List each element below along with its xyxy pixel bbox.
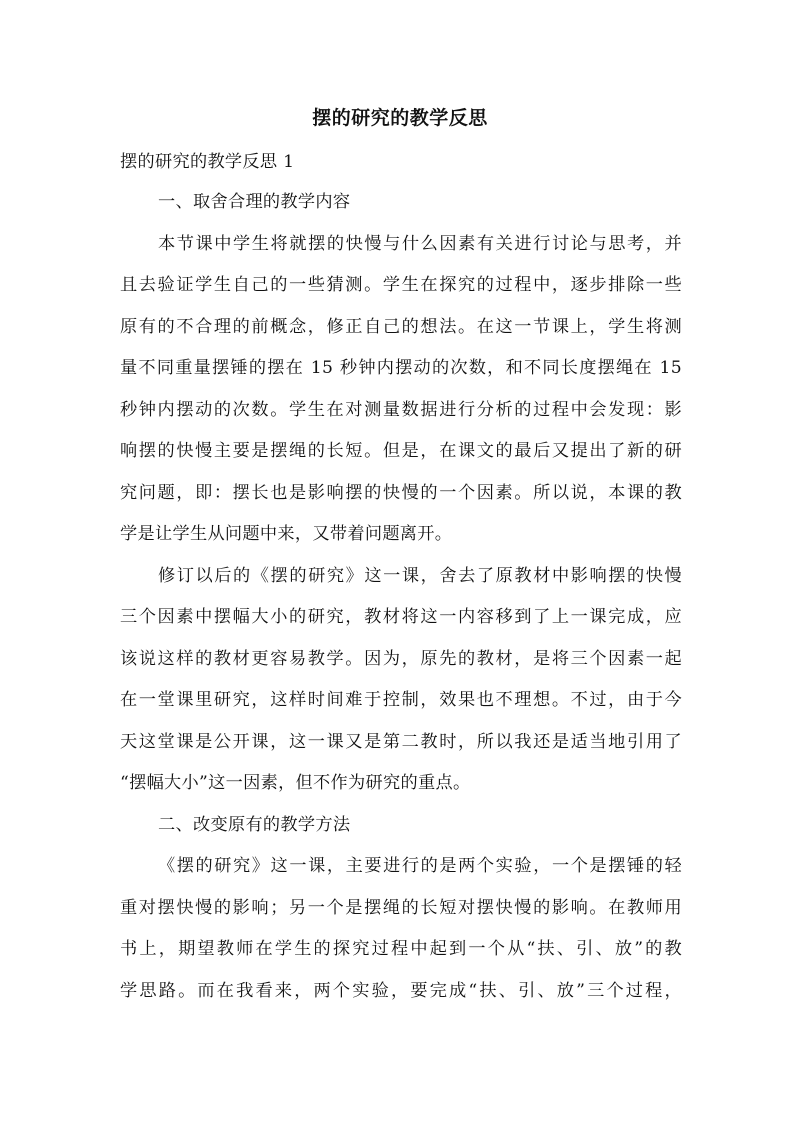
paragraph-line: 《摆的研究》这一课，主要进行的是两个实验，一个是摆锤的轻 xyxy=(158,856,682,876)
paragraph-line: 学是让学生从问题中来，又带着问题离开。 xyxy=(120,524,453,544)
paragraph-line: 三个因素中摆幅大小的研究，教材将这一内容移到了上一课完成，应 xyxy=(120,607,682,627)
paragraph-line: 该说这样的教材更容易教学。因为，原先的教材，是将三个因素一起 xyxy=(120,649,682,669)
section-heading-1: 一、取舍合理的教学内容 xyxy=(158,192,351,212)
paragraph-line: 书上，期望教师在学生的探究过程中起到一个从“扶、引、放”的教 xyxy=(120,939,682,959)
paragraph-line: 本节课中学生将就摆的快慢与什么因素有关进行讨论与思考，并 xyxy=(158,234,682,254)
paragraph-line: 天这堂课是公开课，这一课又是第二教时，所以我还是适当地引用了 xyxy=(120,732,682,752)
paragraph-line: 在一堂课里研究，这样时间难于控制，效果也不理想。不过，由于今 xyxy=(120,690,682,710)
paragraph-line: 且去验证学生自己的一些猜测。学生在探究的过程中，逐步排除一些 xyxy=(120,275,682,295)
paragraph-line: 原有的不合理的前概念，修正自己的想法。在这一节课上，学生将测 xyxy=(120,317,682,337)
paragraph-line: 重对摆快慢的影响；另一个是摆绳的长短对摆快慢的影响。在教师用 xyxy=(120,898,682,918)
document-subtitle: 摆的研究的教学反思 1 xyxy=(120,152,295,172)
paragraph-line: 量不同重量摆锤的摆在 15 秒钟内摆动的次数，和不同长度摆绳在 15 xyxy=(120,358,682,378)
paragraph-line: 究问题，即：摆长也是影响摆的快慢的一个因素。所以说，本课的教 xyxy=(120,483,682,503)
paragraph-line: “摆幅大小”这一因素，但不作为研究的重点。 xyxy=(120,773,471,793)
document-title: 摆的研究的教学反思 xyxy=(312,107,488,129)
paragraph-line: 响摆的快慢主要是摆绳的长短。但是，在课文的最后又提出了新的研 xyxy=(120,441,682,461)
paragraph-line: 秒钟内摆动的次数。学生在对测量数据进行分析的过程中会发现：影 xyxy=(120,400,682,420)
paragraph-line: 学思路。而在我看来，两个实验，要完成“扶、引、放”三个过程， xyxy=(120,981,682,1001)
section-heading-2: 二、改变原有的教学方法 xyxy=(158,815,351,835)
paragraph-line: 修订以后的《摆的研究》这一课，舍去了原教材中影响摆的快慢 xyxy=(158,566,682,586)
